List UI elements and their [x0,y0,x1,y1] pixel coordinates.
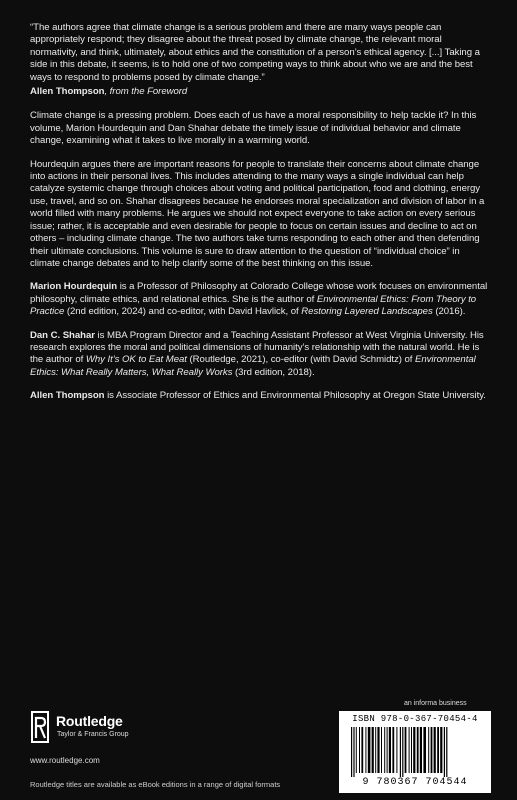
bio-shahar: Dan C. Shahar is MBA Program Director and a Teaching Assistant Professor at West Virginia University. His research explores the moral and political dimensions of humanity’s relationship with the natural world. He is the author of Why It’s OK to Eat Meat (Routledge, 2021), co-editor (with David Schmidtz) of Environmental Ethics: What Really Matters, What Really Works (3rd edition, 2018). [30,329,484,378]
quote-attribution [30,86,492,98]
barcode-bar [446,727,447,777]
barcode-bar [372,727,374,773]
barcode-bar [440,727,442,773]
barcode-bar [356,727,357,773]
barcode-bar [389,727,391,773]
publisher-name: Routledge [56,713,123,729]
barcode-bar [413,727,415,773]
barcode-bar [375,727,376,773]
barcode-bars [351,727,483,777]
barcode-bar [392,727,394,773]
informa-tagline: an informa business [404,700,467,707]
barcode-bar [351,727,352,777]
barcode-bar [417,727,419,773]
barcode-bar [365,727,366,773]
bio-hourdequin: Marion Hourdequin is a Professor of Philosophy at Colorado College whose work focuses on environmental philosophy, climate ethics, and relational ethics. She is the author of Environmental Ethics: From Theory to Practice (2nd edition, 2024) and co-editor, with David Havlick, of Restoring Layered Landscapes (2016). [30,281,488,318]
barcode-bar [423,727,426,773]
quote-author: Allen Thompson [30,86,105,98]
publisher-group: Taylor & Francis Group [57,731,129,738]
barcode-bar [384,727,385,773]
barcode-bar [381,727,382,773]
isbn-barcode [339,711,491,793]
barcode-bar [359,727,360,773]
back-cover-text [30,22,492,414]
ebook-note: Routledge titles are available as eBook editions in a range of digital formats [30,780,281,789]
barcode-bar [387,727,388,773]
bio-thompson: Allen Thompson is Associate Professor of Ethics and Environmental Philosophy at Oregon State University. [30,390,486,402]
barcode-bar [434,727,436,773]
barcode-bar [377,727,379,773]
barcode-bar [411,727,412,773]
barcode-bar [420,727,422,773]
barcode-bar [353,727,354,777]
barcode-bar [437,727,439,773]
bio-name: Marion Hourdequin [30,281,118,293]
cover-footer [0,700,517,800]
barcode-bar [400,727,401,777]
publisher-website[interactable]: www.routledge.com [30,756,100,765]
bio-name: Allen Thompson [30,390,105,402]
barcode-bar [402,727,403,777]
routledge-r-icon [30,710,50,744]
barcode-bar [444,727,445,777]
description-paragraph-1: Climate change is a pressing problem. Does each of us have a moral responsibility to help tackle it? In this volume, Marion Hourdequin and Dan Shahar debate the timely issue of individual behavior and climate change, examining what it takes to live morally in a warming world. [30,110,477,147]
barcode-bar [396,727,397,773]
quote-source: , from the Foreword [104,86,188,98]
bio-name: Dan C. Shahar [30,329,95,341]
foreword-quote: “The authors agree that climate change is a serious problem and there are many ways people can appropriately respond; they disagree about the threat posed by climate change, the relevant moral normativity, and think, ultimately, about ethics and the constitution of a person’s ethical agency. [...] Taking a side in this debate, it seems, is to hold one of two competing ways to think about who we are and the best ways to respond to problems posed by climate change.” [30,22,480,83]
isbn-number: ISBN 978-0-367-70454-4 [352,714,478,724]
barcode-bar [361,727,363,773]
barcode-bar [405,727,407,773]
publisher-logo [30,710,170,750]
barcode-digits: 9 780367 704544 [362,777,468,788]
description-paragraph-2: Hourdequin argues there are important reasons for people to translate their concerns about climate change into actions in their personal lives. This includes attending to the many ways a single individual can help catalyze systemic change through choices about voting and political participation, food and clothing, energy use, travel, and so on. Shahar disagrees because he endorses moral specialization and division of labor in a world filled with many problems. He argues we should not expect everyone to take action on every serious issue; rather, it is acceptable and even desirable for people to focus on certain issues and decline to act on others – including climate change. The two authors take turns responding to each other and then defending their ultimate conclusions. This volume is sure to draw attention to the question of “individual choice” in climate change debates and to help clarify some of the best thinking on this issue. [30,158,485,269]
barcode-bar [409,727,410,773]
barcode-bar [431,727,433,773]
barcode-bar [368,727,371,773]
barcode-bar [428,727,429,773]
